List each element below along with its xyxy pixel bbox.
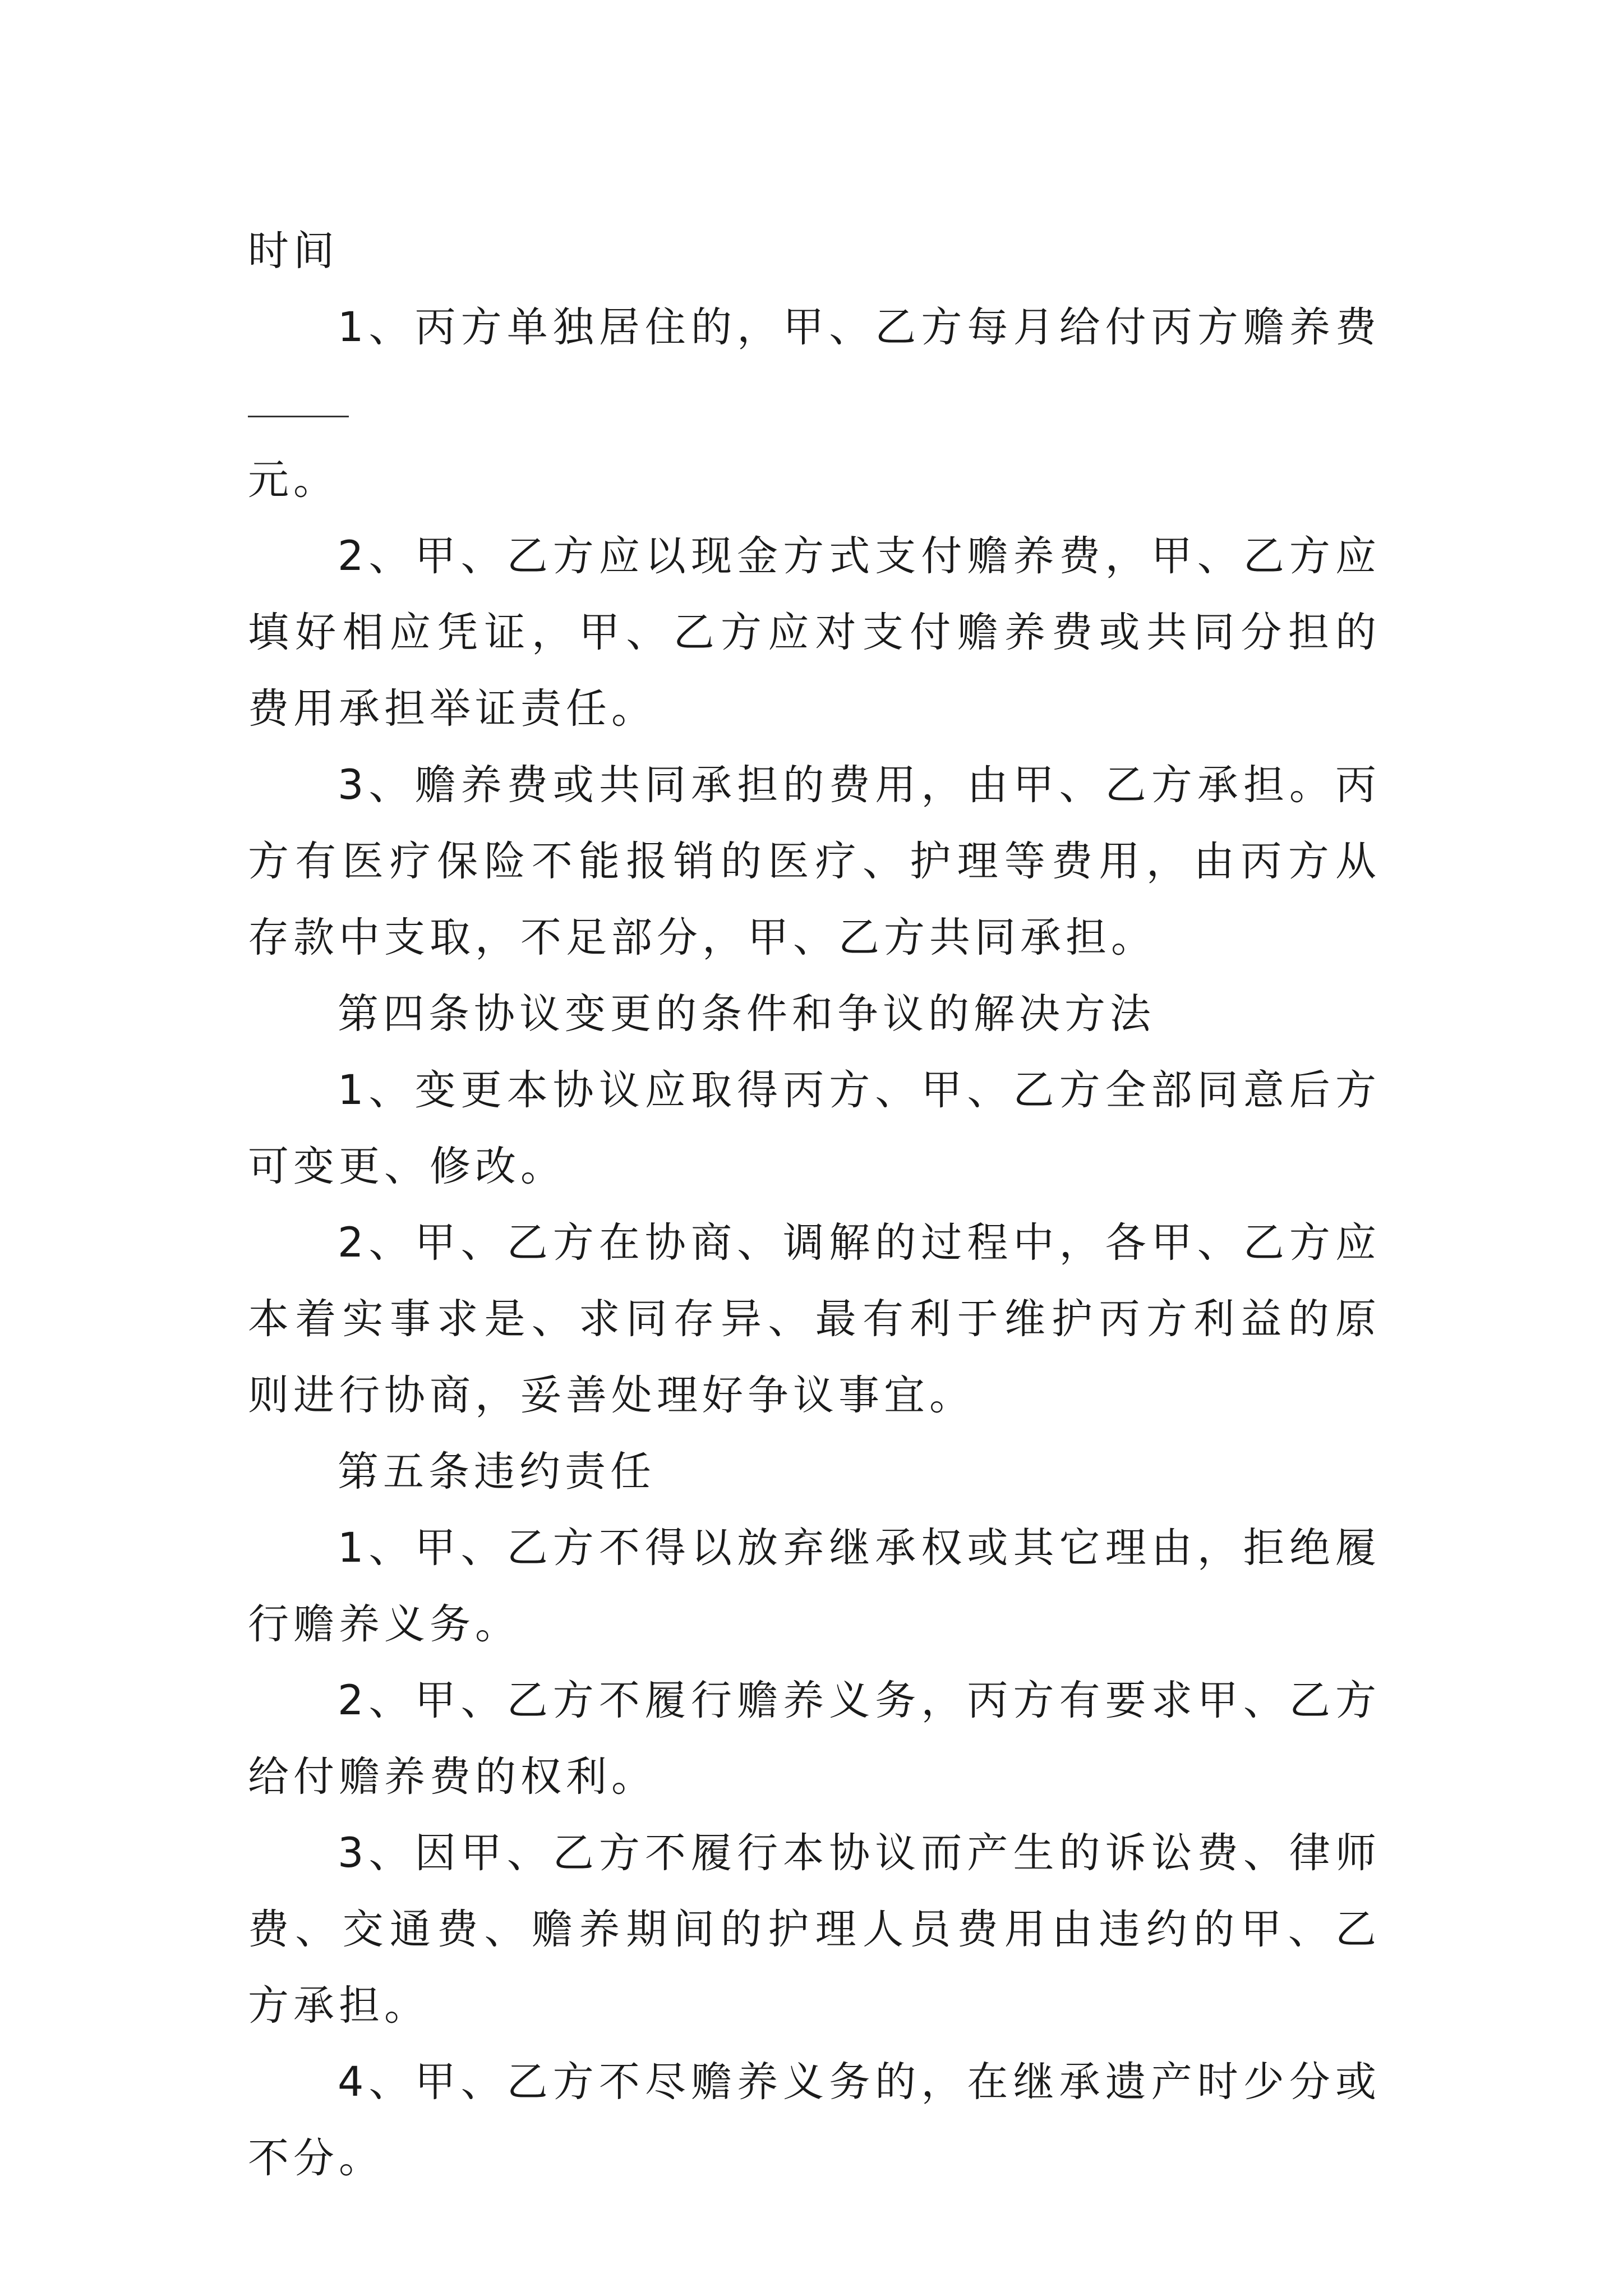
- paragraph-shared-costs: [248, 747, 1381, 976]
- paragraph-dispute-resolution: [248, 1205, 1381, 1434]
- paragraph-inheritance-reduction: [248, 2044, 1381, 2197]
- section-heading-article-5: [248, 1434, 1381, 1510]
- paragraph-text: 2、甲、乙方应以现金方式支付赡养费，甲、乙方应填好相应凭证，甲、乙方应对支付赡养费或共同分担的费用承担举证责任。: [248, 532, 1381, 733]
- paragraph-text: 2、甲、乙方在协商、调解的过程中，各甲、乙方应本着实事求是、求同存异、最有利于维护丙方利益的原则进行协商，妥善处理好争议事宜。: [248, 1219, 1381, 1419]
- paragraph-breach-costs: [248, 1815, 1381, 2044]
- paragraph-time: [248, 213, 1381, 289]
- paragraph-text: 3、因甲、乙方不履行本协议而产生的诉讼费、律师费、交通费、赡养期间的护理人员费用由违约的甲、乙方承担。: [248, 1829, 1381, 2030]
- paragraph-text: 时间: [248, 227, 339, 275]
- paragraph-modification-consent: [248, 1052, 1381, 1205]
- section-heading-article-4: [248, 976, 1381, 1052]
- heading-text: 第五条违约责任: [338, 1448, 656, 1496]
- paragraph-suffix: 元。: [248, 456, 339, 504]
- heading-text: 第四条协议变更的条件和争议的解决方法: [338, 990, 1155, 1038]
- paragraph-text: 1、丙方单独居住的，甲、乙方每月给付丙方赡养费: [338, 303, 1381, 351]
- paragraph-payment-method: [248, 518, 1381, 747]
- amount-blank-line: [248, 382, 349, 417]
- paragraph-support-fee-amount: [248, 289, 1381, 518]
- paragraph-text: 1、甲、乙方不得以放弃继承权或其它理由，拒绝履行赡养义务。: [248, 1524, 1381, 1648]
- document-body: [248, 213, 1381, 2197]
- paragraph-text: 3、赡养费或共同承担的费用，由甲、乙方承担。丙方有医疗保险不能报销的医疗、护理等费用，由丙方从存款中支取，不足部分，甲、乙方共同承担。: [248, 761, 1381, 961]
- paragraph-text: 1、变更本协议应取得丙方、甲、乙方全部同意后方可变更、修改。: [248, 1066, 1381, 1190]
- paragraph-no-refusal: [248, 1510, 1381, 1663]
- paragraph-text: 4、甲、乙方不尽赡养义务的，在继承遗产时少分或不分。: [248, 2058, 1381, 2182]
- paragraph-text: 2、甲、乙方不履行赡养义务，丙方有要求甲、乙方给付赡养费的权利。: [248, 1677, 1381, 1801]
- paragraph-right-to-demand: [248, 1663, 1381, 1815]
